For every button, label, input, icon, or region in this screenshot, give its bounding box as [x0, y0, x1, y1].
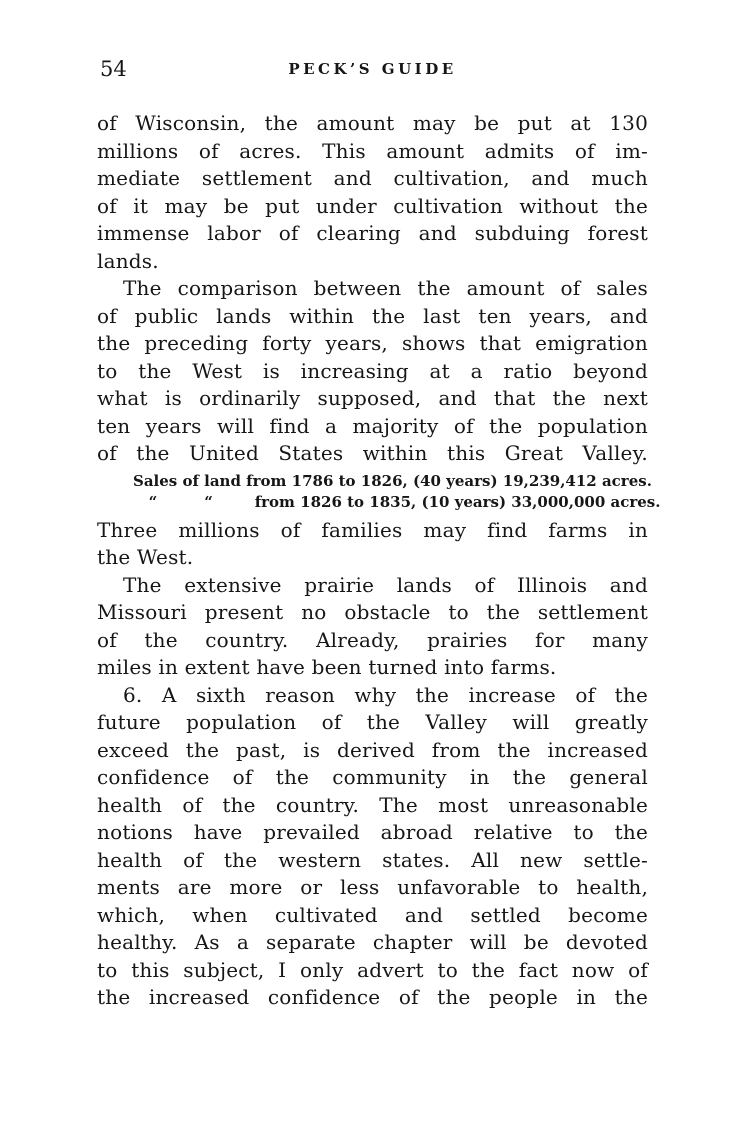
paragraph — [97, 275, 648, 468]
text-line: what is ordinarily supposed, and that the next — [97, 386, 648, 410]
text-line: Missouri present no obstacle to the settlement — [97, 600, 648, 624]
text-line: healthy. As a separate chapter will be devoted — [97, 930, 648, 954]
text-line: Sales of land from 1786 to 1826, (40 years) 19,239,412 acres. — [133, 471, 652, 490]
text-line: future population of the Valley will greatly — [97, 710, 648, 734]
text-line: “ “ from 1826 to 1835, (10 years) 33,000,000 acres. — [133, 492, 661, 511]
text-line: which, when cultivated and settled become — [97, 902, 648, 927]
paragraph — [97, 110, 648, 275]
text-line: miles in extent have been turned into farms. — [97, 655, 557, 679]
text-line: mediate settlement and cultivation, and much — [97, 166, 648, 190]
text-line: the preceding forty years, shows that emigration — [97, 331, 648, 355]
text-line: of public lands within the last ten years, and — [97, 303, 648, 328]
running-title: PECK’S GUIDE — [288, 60, 457, 78]
text-line: the increased confidence of the people in the — [97, 985, 648, 1009]
text-line: the West. — [97, 545, 194, 569]
text-line: of the United States within this Great Valley. — [97, 441, 648, 465]
text-line: The extensive prairie lands of Illinois and — [123, 572, 648, 597]
text-line: of the country. Already, prairies for many — [97, 627, 648, 652]
body-text — [97, 110, 661, 1012]
page-number: 54 — [100, 57, 127, 81]
text-line: The comparison between the amount of sales — [123, 276, 648, 300]
text-line: immense labor of clearing and subduing forest — [97, 221, 648, 245]
land-sales-note — [97, 471, 661, 513]
text-line: exceed the past, is derived from the increased — [97, 737, 648, 762]
text-line: health of the country. The most unreasonable — [97, 792, 648, 817]
text-line: to this subject, I only advert to the fact now of — [97, 957, 648, 982]
text-line: confidence of the community in the general — [97, 765, 648, 789]
text-line: millions of acres. This amount admits of im- — [97, 138, 648, 163]
paragraph — [97, 572, 648, 682]
text-line: ments are more or less unfavorable to health, — [97, 875, 648, 899]
text-line: notions have prevailed abroad relative to the — [97, 820, 648, 844]
text-line: health of the western states. All new settle- — [97, 847, 648, 872]
page-header — [97, 57, 648, 87]
text-line: lands. — [97, 248, 159, 273]
text-line: to the West is increasing at a ratio beyond — [97, 358, 648, 383]
text-line: Three millions of families may find farms in — [97, 517, 648, 542]
text-line: 6. A sixth reason why the increase of the — [123, 682, 648, 707]
paragraph — [97, 682, 648, 1012]
text-line: of Wisconsin, the amount may be put at 130 — [97, 111, 648, 135]
text-line: of it may be put under cultivation without the — [97, 193, 648, 218]
text-line: ten years will find a majority of the population — [97, 413, 648, 438]
paragraph — [97, 517, 648, 572]
